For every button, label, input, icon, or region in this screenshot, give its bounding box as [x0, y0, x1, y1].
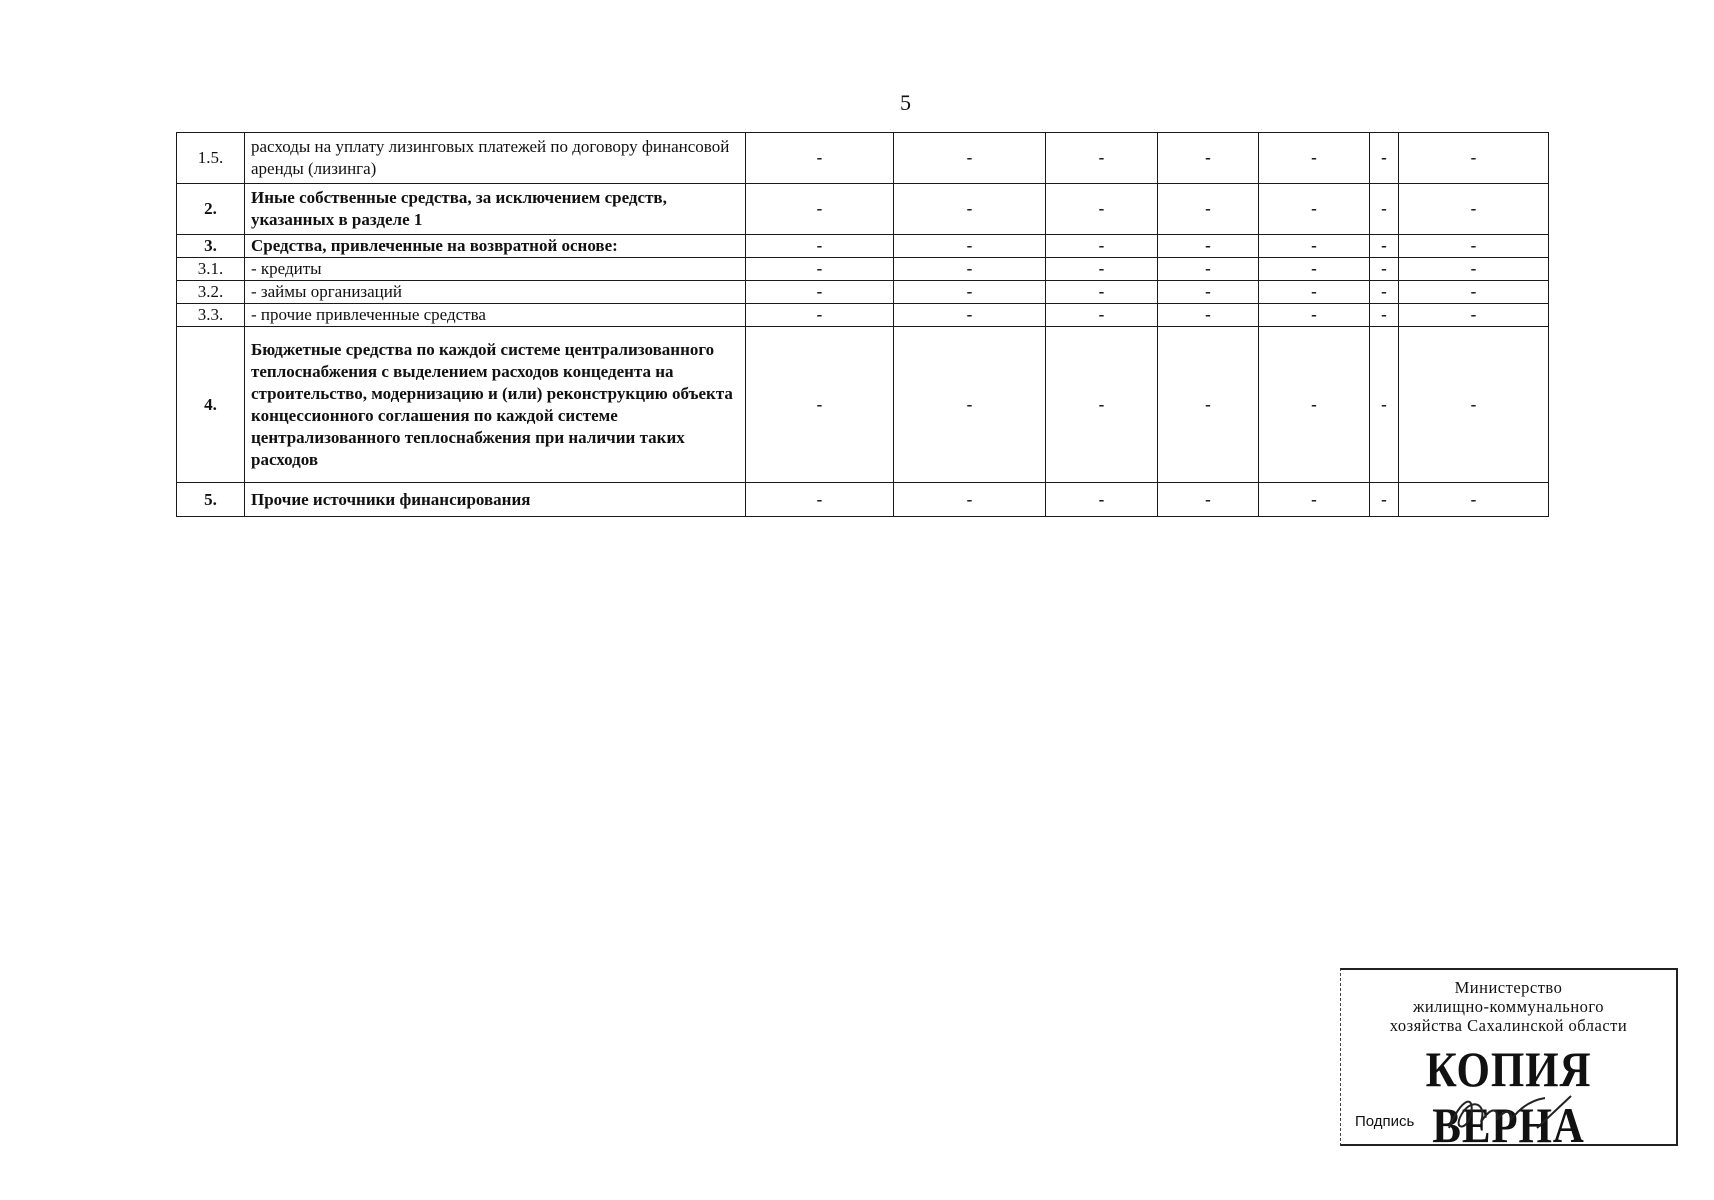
row-number: 2.	[177, 184, 245, 235]
value-cell: -	[894, 133, 1046, 184]
value-cell: -	[894, 327, 1046, 483]
row-label: Прочие источники финансирования	[245, 483, 746, 517]
value-cell: -	[1399, 281, 1549, 304]
value-cell: -	[1259, 327, 1370, 483]
value-cell: -	[1158, 281, 1259, 304]
row-label: Иные собственные средства, за исключением средств, указанных в разделе 1	[245, 184, 746, 235]
value-cell: -	[1259, 281, 1370, 304]
table-row	[177, 327, 1549, 483]
value-cell: -	[1158, 483, 1259, 517]
value-cell: -	[1370, 258, 1399, 281]
value-cell: -	[746, 304, 894, 327]
page-number: 5	[900, 90, 911, 115]
value-cell: -	[894, 184, 1046, 235]
value-cell: -	[1046, 483, 1158, 517]
value-cell: -	[1046, 184, 1158, 235]
table-row	[177, 258, 1549, 281]
row-label: Средства, привлеченные на возвратной основе:	[245, 235, 746, 258]
table-row	[177, 483, 1549, 517]
row-label: расходы на уплату лизинговых платежей по договору финансовой аренды (лизинга)	[245, 133, 746, 184]
value-cell: -	[1158, 304, 1259, 327]
value-cell: -	[1158, 184, 1259, 235]
table-row	[177, 304, 1549, 327]
value-cell: -	[1046, 235, 1158, 258]
value-cell: -	[1046, 327, 1158, 483]
value-cell: -	[1046, 304, 1158, 327]
value-cell: -	[1259, 483, 1370, 517]
table-row	[177, 235, 1549, 258]
table-row	[177, 133, 1549, 184]
value-cell: -	[1399, 258, 1549, 281]
row-number: 1.5.	[177, 133, 245, 184]
value-cell: -	[894, 281, 1046, 304]
value-cell: -	[1158, 258, 1259, 281]
row-label: - займы организаций	[245, 281, 746, 304]
value-cell: -	[894, 483, 1046, 517]
table-row	[177, 184, 1549, 235]
value-cell: -	[746, 184, 894, 235]
value-cell: -	[1399, 304, 1549, 327]
stamp-line-3: хозяйства Сахалинской области	[1389, 1016, 1628, 1035]
value-cell: -	[1259, 133, 1370, 184]
value-cell: -	[746, 327, 894, 483]
value-cell: -	[1370, 483, 1399, 517]
value-cell: -	[1399, 184, 1549, 235]
value-cell: -	[746, 281, 894, 304]
row-number: 3.	[177, 235, 245, 258]
value-cell: -	[1259, 235, 1370, 258]
value-cell: -	[1046, 258, 1158, 281]
value-cell: -	[894, 235, 1046, 258]
value-cell: -	[1158, 133, 1259, 184]
value-cell: -	[1370, 327, 1399, 483]
value-cell: -	[1399, 133, 1549, 184]
financing-table	[176, 132, 1549, 517]
row-label: - прочие привлеченные средства	[245, 304, 746, 327]
value-cell: -	[1370, 235, 1399, 258]
value-cell: -	[1370, 304, 1399, 327]
value-cell: -	[746, 483, 894, 517]
value-cell: -	[1259, 258, 1370, 281]
value-cell: -	[1370, 133, 1399, 184]
value-cell: -	[1370, 281, 1399, 304]
value-cell: -	[1370, 184, 1399, 235]
row-number: 4.	[177, 327, 245, 483]
value-cell: -	[894, 304, 1046, 327]
value-cell: -	[894, 258, 1046, 281]
row-number: 3.1.	[177, 258, 245, 281]
certified-copy-stamp	[1340, 968, 1678, 1153]
row-number: 5.	[177, 483, 245, 517]
value-cell: -	[746, 258, 894, 281]
value-cell: -	[1259, 304, 1370, 327]
value-cell: -	[1046, 281, 1158, 304]
table-row	[177, 281, 1549, 304]
value-cell: -	[746, 133, 894, 184]
value-cell: -	[1399, 235, 1549, 258]
stamp-line-1: Министерство	[1454, 978, 1563, 997]
row-number: 3.3.	[177, 304, 245, 327]
value-cell: -	[746, 235, 894, 258]
value-cell: -	[1158, 235, 1259, 258]
signature-label: Подпись	[1355, 1113, 1415, 1130]
value-cell: -	[1399, 327, 1549, 483]
value-cell: -	[1399, 483, 1549, 517]
stamp-title: КОПИЯ ВЕРНА	[1425, 1041, 1592, 1153]
value-cell: -	[1158, 327, 1259, 483]
value-cell: -	[1046, 133, 1158, 184]
row-number: 3.2.	[177, 281, 245, 304]
value-cell: -	[1259, 184, 1370, 235]
signature-icon	[1441, 1088, 1581, 1138]
row-label: Бюджетные средства по каждой системе централизованного теплоснабжения с выделением расходов концедента на строительство, модернизацию и (или) реконструкцию объекта концессионного соглашения по каждой системе централизованного теплоснабжения при наличии таких расходов	[245, 327, 746, 483]
row-label: - кредиты	[245, 258, 746, 281]
stamp-line-2: жилищно-коммунального	[1412, 997, 1605, 1016]
